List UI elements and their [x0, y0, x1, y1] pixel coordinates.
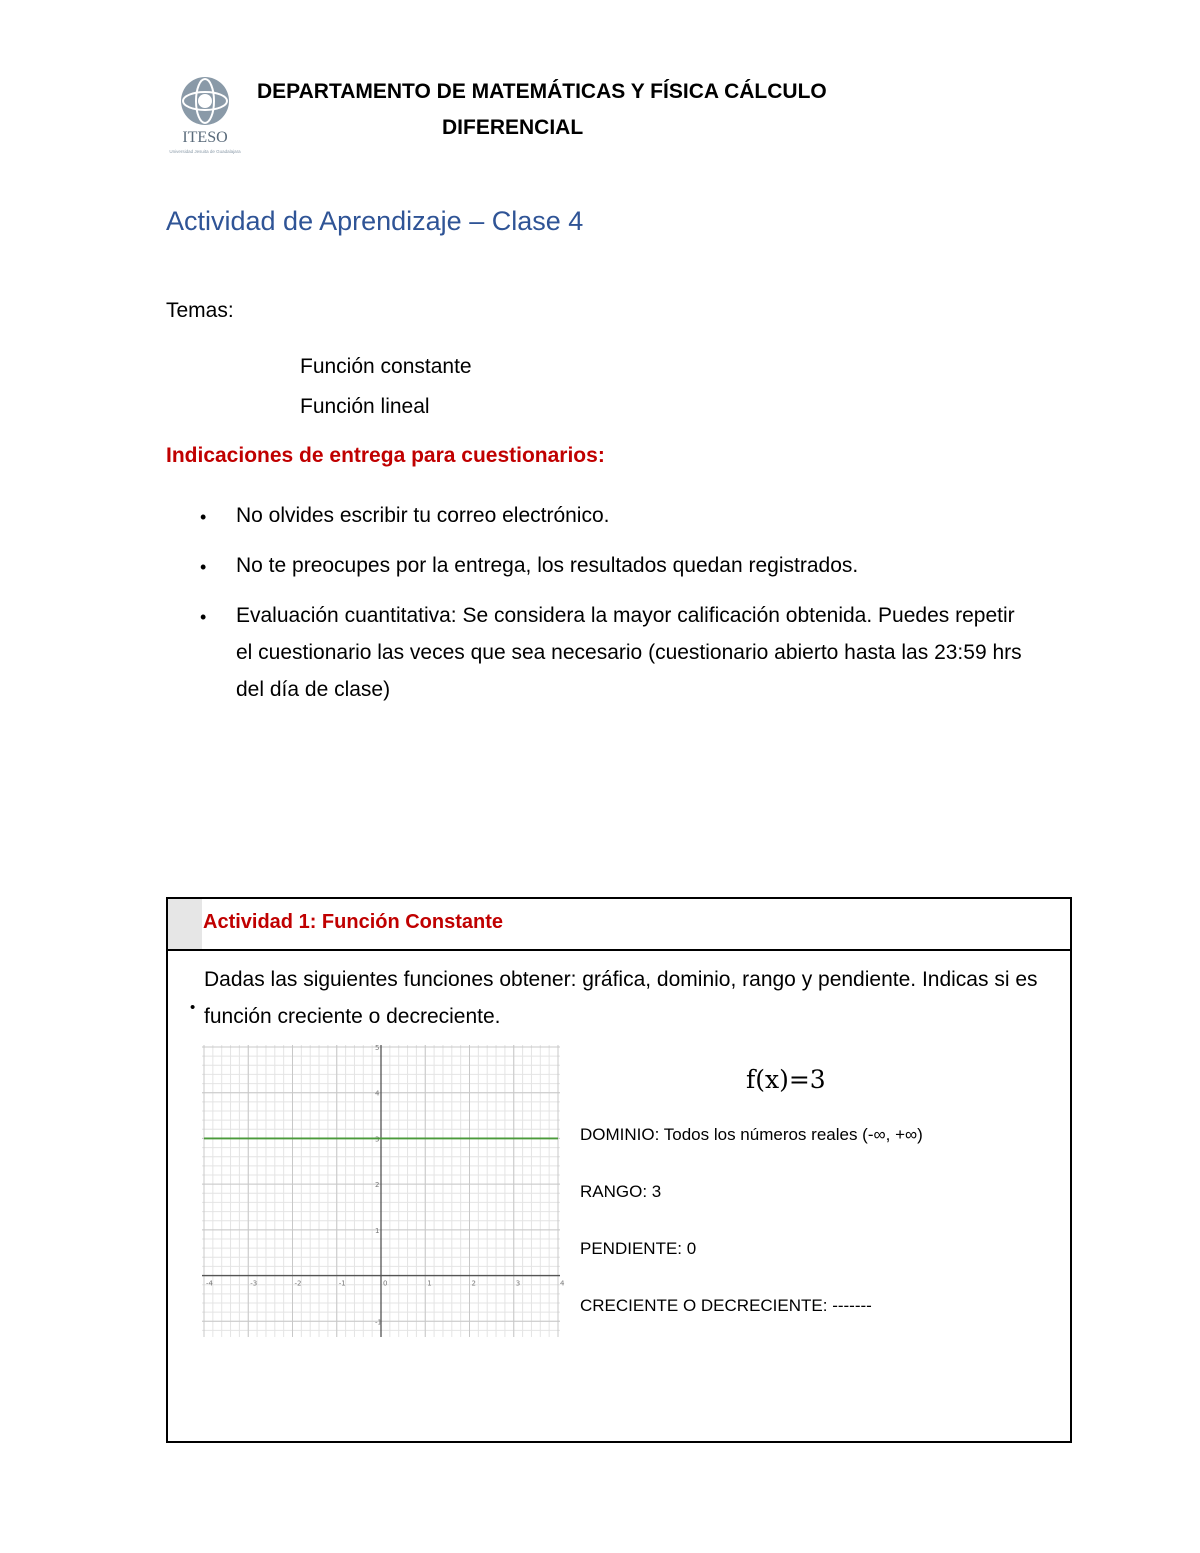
activity-instructions: Dadas las siguientes funciones obtener: gráfica, dominio, rango y pendiente. Indicas si es función creciente o decreciente.: [204, 968, 1038, 1028]
bullet-icon: •: [190, 999, 196, 1016]
x-tick-label: 2: [471, 1279, 476, 1288]
y-tick-label: 3: [375, 1135, 380, 1144]
topic-item: Función lineal: [300, 395, 430, 418]
header-shade: [168, 899, 202, 949]
slope-label: PENDIENTE: 0: [580, 1239, 697, 1258]
logo-subtext: Universidad Jesuita de Guadalajara: [169, 149, 241, 154]
function-formula: f(x)=3: [746, 1065, 826, 1094]
range-label: RANGO: 3: [580, 1182, 662, 1201]
page-title: Actividad de Aprendizaje – Clase 4: [166, 206, 584, 236]
x-tick-label: 0: [383, 1279, 388, 1288]
x-tick-label: -4: [206, 1279, 213, 1288]
bullet-icon: •: [200, 507, 207, 527]
function-graph: [202, 1044, 565, 1337]
x-tick-label: 4: [560, 1279, 565, 1288]
y-tick-label: 2: [375, 1181, 380, 1190]
topic-item: Función constante: [300, 355, 472, 378]
logo-text: ITESO: [182, 129, 228, 146]
x-tick-label: 3: [515, 1279, 521, 1288]
iteso-logo-icon: [170, 74, 240, 160]
x-tick-label: -2: [294, 1279, 302, 1288]
y-tick-label: -1: [375, 1318, 382, 1327]
indication-item: No te preocupes por la entrega, los resultados quedan registrados.: [236, 554, 859, 577]
activity-box-header: [168, 899, 1070, 951]
header-title-line1: DEPARTAMENTO DE MATEMÁTICAS Y FÍSICA CÁLCULO: [257, 80, 827, 103]
x-tick-label: 1: [427, 1279, 432, 1288]
bullet-icon: •: [200, 557, 207, 577]
domain-label: DOMINIO: Todos los números reales (-∞, +∞): [580, 1125, 923, 1144]
y-tick-label: 5: [375, 1044, 380, 1052]
x-tick-label: -1: [338, 1279, 346, 1288]
bullet-icon: •: [200, 607, 207, 627]
activity-title: Actividad 1: Función Constante: [203, 911, 504, 933]
y-tick-label: 4: [375, 1089, 380, 1098]
topics-label: Temas:: [166, 299, 234, 322]
activity-box: [166, 897, 1072, 1443]
monotonic-label: CRECIENTE O DECRECIENTE: -------: [580, 1296, 872, 1315]
indication-item: No olvides escribir tu correo electrónico.: [236, 504, 610, 527]
x-tick-label: -3: [250, 1279, 258, 1288]
y-tick-label: 1: [375, 1226, 380, 1235]
indications-heading: Indicaciones de entrega para cuestionarios:: [166, 444, 605, 467]
header-title-line2: DIFERENCIAL: [442, 116, 584, 139]
indication-item: Evaluación cuantitativa: Se considera la mayor calificación obtenida. Puedes repetir el cuestionario las veces que sea necesario (cuestionario abierto hasta las 23:59 hrs del día de clase): [236, 604, 1022, 701]
